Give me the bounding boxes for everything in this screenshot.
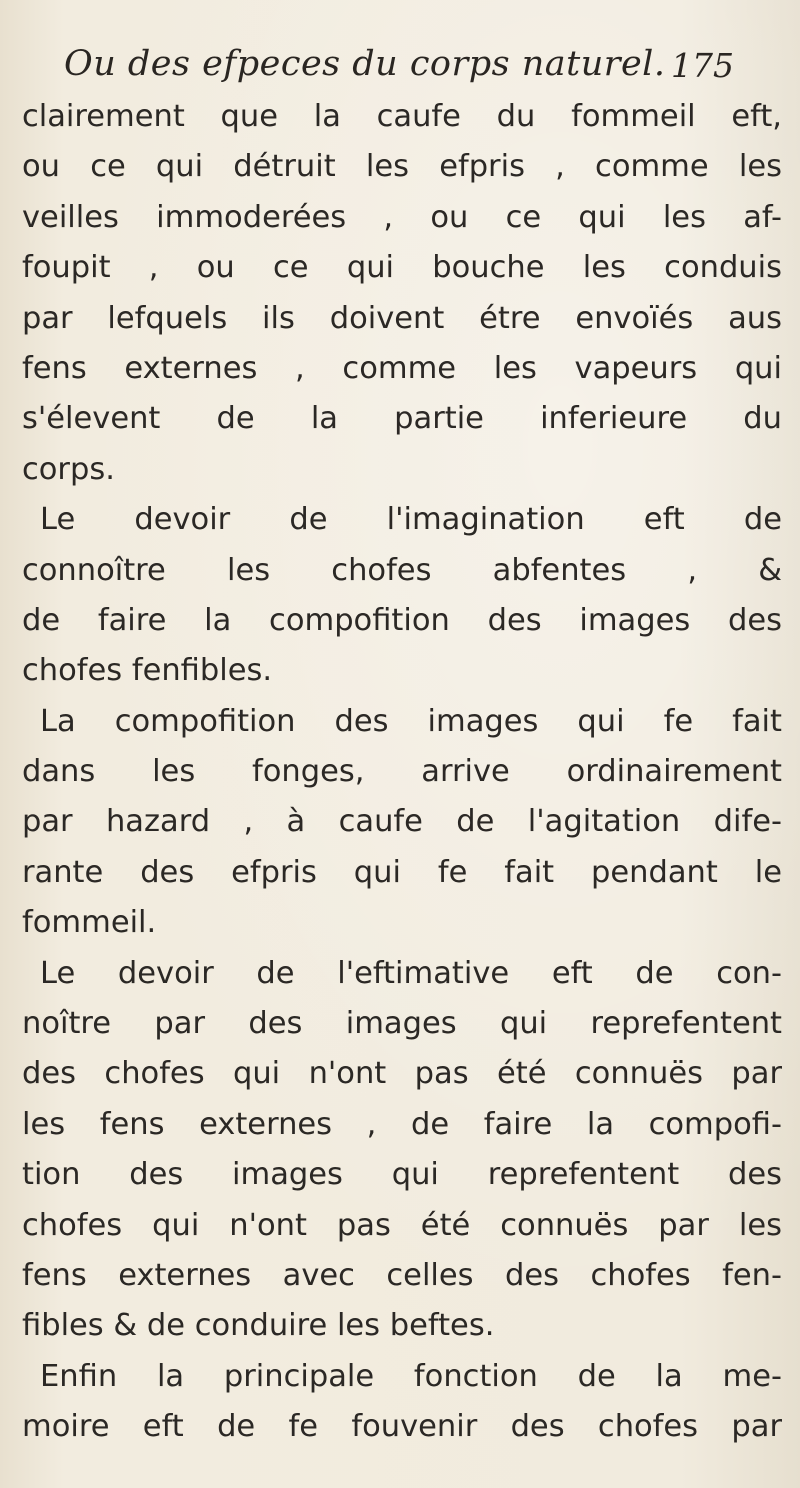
body-text: [22, 92, 782, 1453]
text-line: rante des efpris qui fe fait pendant le: [22, 854, 782, 890]
running-head: [64, 44, 764, 92]
text-line: des chofes qui n'ont pas été connuës par: [22, 1056, 782, 1092]
text-line: Enfin la principale fonction de la me-: [40, 1358, 782, 1394]
text-line: par hazard , à caufe de l'agitation dife-: [22, 804, 782, 840]
text-line: chofes fenfibles.: [22, 653, 273, 689]
text-line: clairement que la caufe du fommeil eft,: [22, 99, 782, 134]
text-line: fibles & de conduire les beftes.: [22, 1308, 495, 1344]
text-line: Le devoir de l'eftimative eft de con-: [40, 955, 782, 991]
text-line: tion des images qui reprefentent des: [22, 1157, 782, 1193]
running-title: Ou des efpeces du corps naturel.: [64, 44, 666, 84]
text-line: chofes qui n'ont pas été connuës par les: [22, 1207, 782, 1243]
text-line: moire eft de fe fouvenir des chofes par: [22, 1409, 782, 1445]
text-line: de faire la compofition des images des: [22, 602, 782, 638]
text-line: s'élevent de la partie inferieure du: [22, 401, 782, 437]
text-line: veilles immoderées , ou ce qui les af-: [22, 199, 782, 235]
text-line: dans les fonges, arrive ordinairement: [22, 754, 782, 790]
text-line: par lefquels ils doivent étre envoïés aus: [22, 300, 782, 336]
text-line: foupit , ou ce qui bouche les conduis: [22, 250, 782, 286]
page-number: 175: [671, 46, 734, 85]
text-line: La compofition des images qui fe fait: [40, 703, 782, 739]
text-line: noître par des images qui reprefentent: [22, 1006, 782, 1042]
text-line: fens externes , comme les vapeurs qui: [22, 350, 782, 386]
text-line: ou ce qui détruit les efpris , comme les: [22, 149, 782, 185]
text-line: les fens externes , de faire la compofi-: [22, 1106, 782, 1142]
text-line: fens externes avec celles des chofes fen-: [22, 1257, 782, 1293]
text-line: corps.: [22, 451, 115, 487]
text-line: fommeil.: [22, 905, 157, 941]
text-line: connoître les chofes abfentes , &: [22, 552, 782, 588]
text-line: Le devoir de l'imagination eft de: [40, 502, 782, 538]
